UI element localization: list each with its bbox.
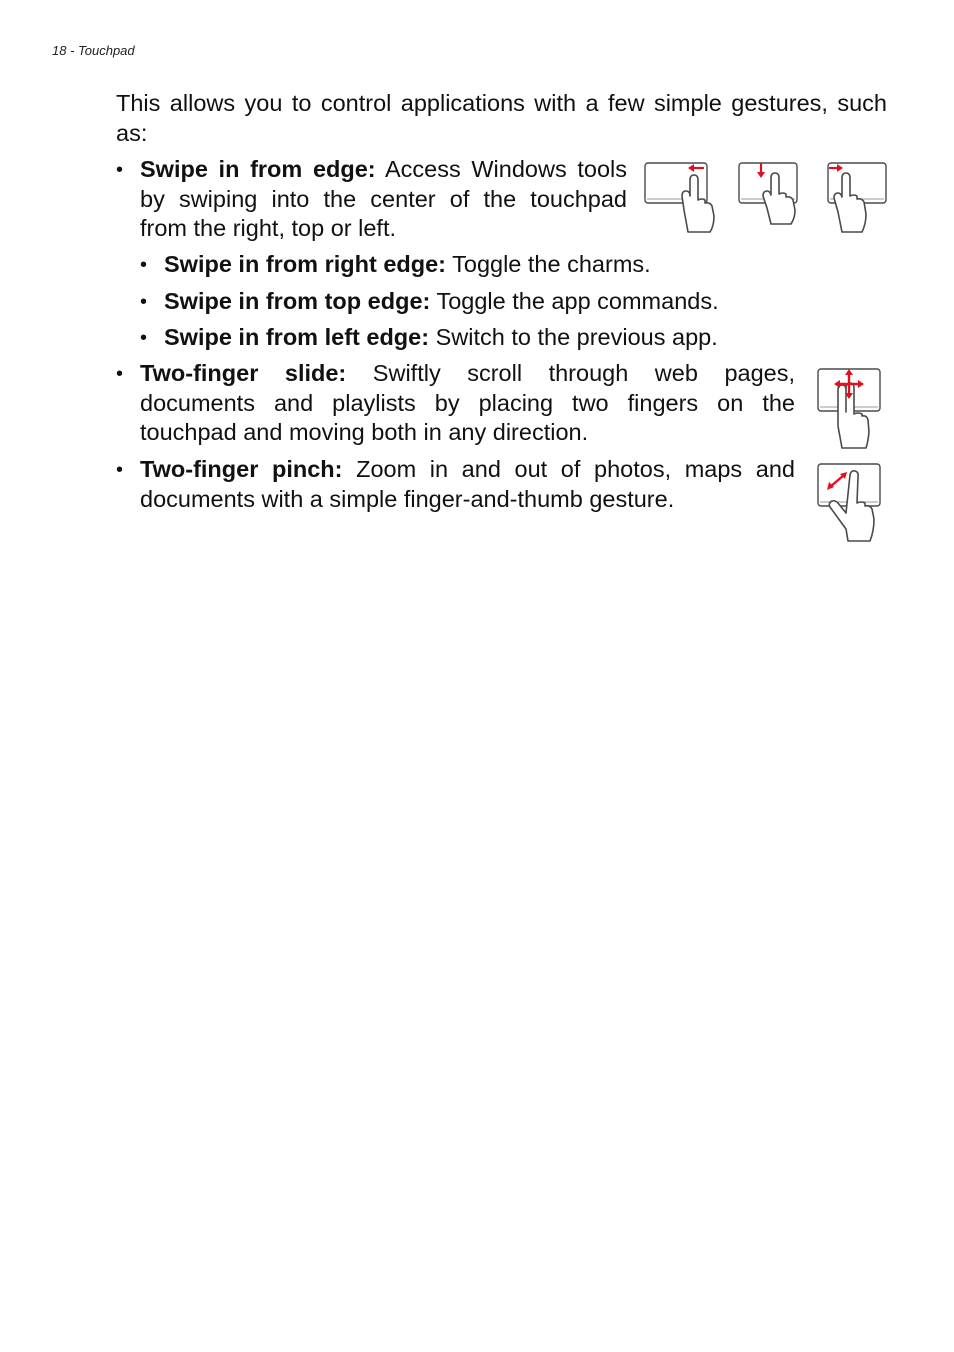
sub-item-right-edge (164, 250, 884, 280)
swipe-right-edge-icon (644, 160, 718, 236)
swipe-top-edge-icon (737, 160, 803, 226)
bullet: • (140, 291, 148, 313)
item-text: Switch to the previous app. (435, 324, 718, 350)
bullet: • (140, 327, 148, 349)
item-text: Swiftly scroll through web pages, documents and playlists by placing two fingers on the touchpad and moving both in any direction. (140, 360, 796, 445)
bullet: • (116, 159, 124, 181)
item-text: Toggle the charms. (452, 251, 651, 277)
item-term: Two-finger slide: (140, 360, 347, 386)
list-item-two-finger-pinch (140, 455, 795, 514)
page-header: 18 - Touchpad (52, 43, 135, 58)
item-term: Swipe in from top edge: (164, 288, 431, 314)
item-term: Swipe in from right edge: (164, 251, 447, 277)
item-text: Toggle the app commands. (436, 288, 719, 314)
swipe-left-edge-icon (824, 160, 890, 236)
bullet: • (140, 254, 148, 276)
sub-item-left-edge (164, 323, 884, 353)
two-finger-pinch-icon (816, 461, 886, 543)
intro-paragraph: This allows you to control applications with a few simple gestures, such as: (116, 90, 887, 146)
sub-item-top-edge (164, 287, 884, 317)
item-term: Swipe in from edge: (140, 156, 376, 182)
item-text: Access Windows tools by swiping into the center of the touchpad from the right, top or left. (140, 156, 627, 241)
item-text: Zoom in and out of photos, maps and documents with a simple finger-and-thumb gesture. (140, 456, 796, 512)
item-term: Two-finger pinch: (140, 456, 343, 482)
bullet: • (116, 363, 124, 385)
bullet: • (116, 459, 124, 481)
list-item-two-finger-slide (140, 359, 795, 448)
two-finger-slide-icon (816, 366, 886, 450)
list-item-swipe-edge (140, 155, 627, 244)
item-term: Swipe in from left edge: (164, 324, 430, 350)
